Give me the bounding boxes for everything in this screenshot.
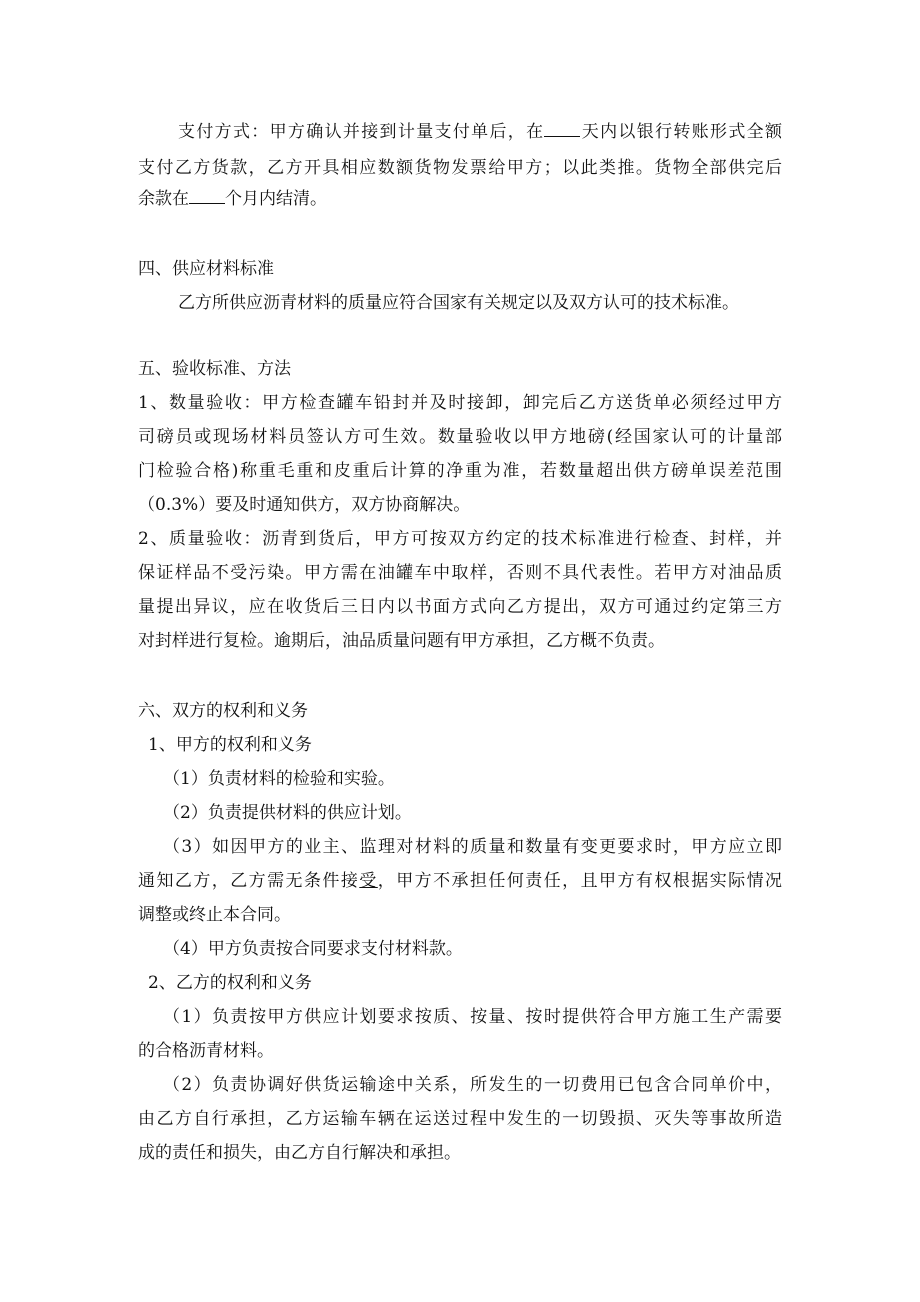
party-b-item-1-line-2: 的合格沥青材料。 xyxy=(138,1041,274,1061)
payment-line-1 xyxy=(178,120,782,144)
payment-text-1a: 支付方式：甲方确认并接到计量支付单后，在 xyxy=(178,122,545,142)
party-b-item-2-line-2: 由乙方自行承担，乙方运输车辆在运送过程中发生的一切毁损、灭失等事故所造 xyxy=(138,1109,782,1129)
section-4-heading: 四、供应材料标准 xyxy=(138,259,274,279)
party-a-item-3-line-2 xyxy=(138,869,782,893)
party-b-item-2-line-1: （2）负责协调好供货运输途中关系，所发生的一切费用已包含合同单价中， xyxy=(163,1075,782,1095)
quality-line-4: 对封样进行复检。逾期后，油品质量问题有甲方承担，乙方概不负责。 xyxy=(138,631,665,651)
section-6-heading: 六、双方的权利和义务 xyxy=(138,701,308,721)
quality-line-2: 保证样品不受污染。甲方需在油罐车中取样，否则不具代表性。若甲方对油品质 xyxy=(138,563,782,583)
party-a-heading: 1、甲方的权利和义务 xyxy=(148,735,312,755)
months-blank xyxy=(189,187,225,204)
days-blank xyxy=(544,120,580,137)
payment-text-3b: 个月内结清。 xyxy=(225,189,327,209)
party-a-item-3-line-3: 调整或终止本合同。 xyxy=(138,905,291,925)
quantity-line-2: 司磅员或现场材料员签认方可生效。数量验收以甲方地磅(经国家认可的计量部 xyxy=(138,427,782,447)
payment-text-3a: 余款在 xyxy=(138,189,189,209)
underlined-char: 受 xyxy=(359,871,378,891)
section-5-heading: 五、验收标准、方法 xyxy=(138,359,291,379)
payment-line-2: 支付乙方货款，乙方开具相应数额货物发票给甲方；以此类推。货物全部供完后 xyxy=(138,158,782,178)
payment-line-3 xyxy=(138,187,327,211)
quantity-line-4: （0.3%）要及时通知供方，双方协商解决。 xyxy=(138,495,471,515)
quantity-line-3: 门检验合格)称重毛重和皮重后计算的净重为准，若数量超出供方磅单误差范围 xyxy=(138,461,782,481)
party-a-item-3-line-1: （3）如因甲方的业主、监理对材料的质量和数量有变更要求时，甲方应立即 xyxy=(163,837,782,857)
party-b-item-1-line-1: （1）负责按甲方供应计划要求按质、按量、按时提供符合甲方施工生产需要 xyxy=(163,1007,782,1027)
party-a-item-3-text-a: 通知乙方，乙方需无条件接 xyxy=(138,871,360,891)
payment-text-1b: 天内以银行转账形式全额 xyxy=(580,122,783,142)
party-a-item-3-text-b: ，甲方不承担任何责任，且甲方有权根据实际情况 xyxy=(377,871,783,891)
quality-line-1: 2、质量验收：沥青到货后，甲方可按双方约定的技术标准进行检查、封样，并 xyxy=(138,529,782,549)
quantity-line-1: 1、数量验收：甲方检查罐车铅封并及时接卸，卸完后乙方送货单必须经过甲方 xyxy=(138,393,782,413)
party-b-item-2-line-3: 成的责任和损失，由乙方自行解决和承担。 xyxy=(138,1143,461,1163)
section-4-body: 乙方所供应沥青材料的质量应符合国家有关规定以及双方认可的技术标准。 xyxy=(178,293,739,313)
party-a-item-4: （4）甲方负责按合同要求支付材料款。 xyxy=(163,939,463,959)
party-b-heading: 2、乙方的权利和义务 xyxy=(148,973,312,993)
party-a-item-2: （2）负责提供材料的供应计划。 xyxy=(163,803,412,823)
party-a-item-1: （1）负责材料的检验和实验。 xyxy=(163,769,395,789)
quality-line-3: 量提出异议，应在收货后三日内以书面方式向乙方提出，双方可通过约定第三方 xyxy=(138,597,782,617)
